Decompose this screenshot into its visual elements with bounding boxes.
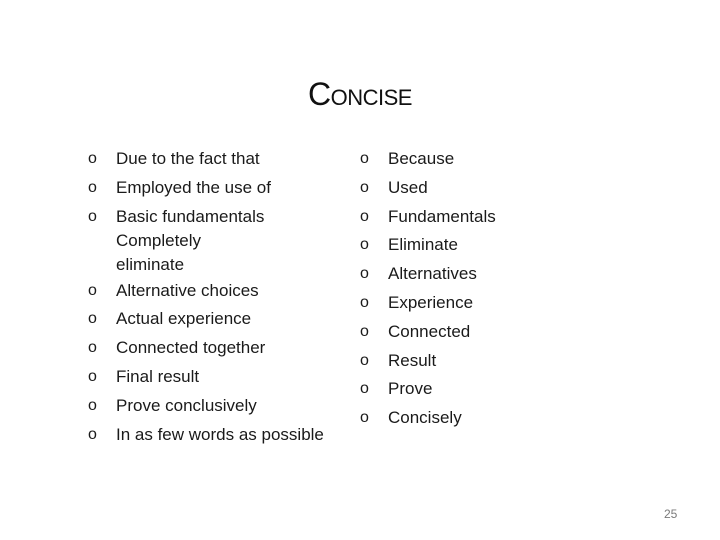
- list-item-text: Basic fundamentals Completely eliminate: [116, 206, 265, 274]
- bullet-icon: o: [360, 178, 369, 196]
- bullet-icon: o: [88, 178, 97, 196]
- list-item: [88, 277, 350, 306]
- bullet-icon: o: [88, 339, 97, 357]
- list-item-text: Concisely: [388, 408, 462, 428]
- list-item: [360, 260, 560, 289]
- concise-words-list: [360, 145, 560, 433]
- list-item-text: Experience: [388, 292, 474, 312]
- list-item: [360, 231, 560, 260]
- bullet-icon: o: [360, 351, 369, 369]
- bullet-icon: o: [360, 236, 369, 254]
- list-item: [360, 318, 560, 347]
- bullet-icon: o: [360, 207, 369, 225]
- list-item: [88, 145, 350, 174]
- list-item-text: Actual experience: [116, 309, 252, 329]
- list-item: [88, 392, 350, 421]
- list-item-text: Eliminate: [388, 235, 458, 255]
- list-item-text: Final result: [116, 366, 200, 386]
- bullet-icon: o: [360, 409, 369, 427]
- bullet-icon: o: [88, 207, 97, 225]
- wordy-phrases-list: [88, 145, 350, 449]
- list-item: [88, 174, 350, 203]
- list-item: [360, 289, 560, 318]
- list-item: [88, 363, 350, 392]
- list-item: [88, 334, 350, 363]
- list-item-text: Connected: [388, 321, 471, 341]
- list-item-text: Because: [388, 149, 455, 168]
- list-item: [360, 404, 560, 433]
- list-item: [360, 347, 560, 376]
- bullet-icon: o: [88, 367, 97, 385]
- list-item: [360, 375, 560, 404]
- bullet-icon: o: [88, 281, 97, 299]
- list-item-text: Connected together: [116, 338, 266, 358]
- bullet-icon: o: [88, 425, 97, 443]
- bullet-icon: o: [88, 310, 97, 328]
- bullet-icon: o: [360, 293, 369, 311]
- list-item: [360, 174, 560, 203]
- list-item-text: Result: [388, 350, 437, 370]
- list-item: [360, 203, 560, 232]
- list-item-text: Prove: [388, 379, 433, 399]
- bullet-icon: o: [88, 396, 97, 414]
- list-item-text: In as few words as possible: [116, 424, 324, 444]
- list-item: [360, 145, 560, 174]
- bullet-icon: o: [360, 265, 369, 283]
- list-item-text: Employed the use of: [116, 177, 271, 197]
- list-item: [88, 203, 266, 277]
- list-item-text: Used: [388, 177, 428, 197]
- list-item-text: Prove conclusively: [116, 395, 257, 415]
- list-item: [88, 421, 350, 450]
- bullet-icon: o: [88, 150, 97, 167]
- list-item: [88, 305, 350, 334]
- list-item-text: Fundamentals: [388, 206, 496, 226]
- bullet-icon: o: [360, 150, 369, 167]
- list-item-text: Due to the fact that: [116, 149, 260, 168]
- list-item-text: Alternatives: [388, 264, 477, 284]
- page-number: 25: [664, 507, 678, 521]
- bullet-icon: o: [360, 380, 369, 398]
- bullet-icon: o: [360, 322, 369, 340]
- list-item-text: Alternative choices: [116, 280, 259, 300]
- slide-title: Concise: [308, 76, 412, 112]
